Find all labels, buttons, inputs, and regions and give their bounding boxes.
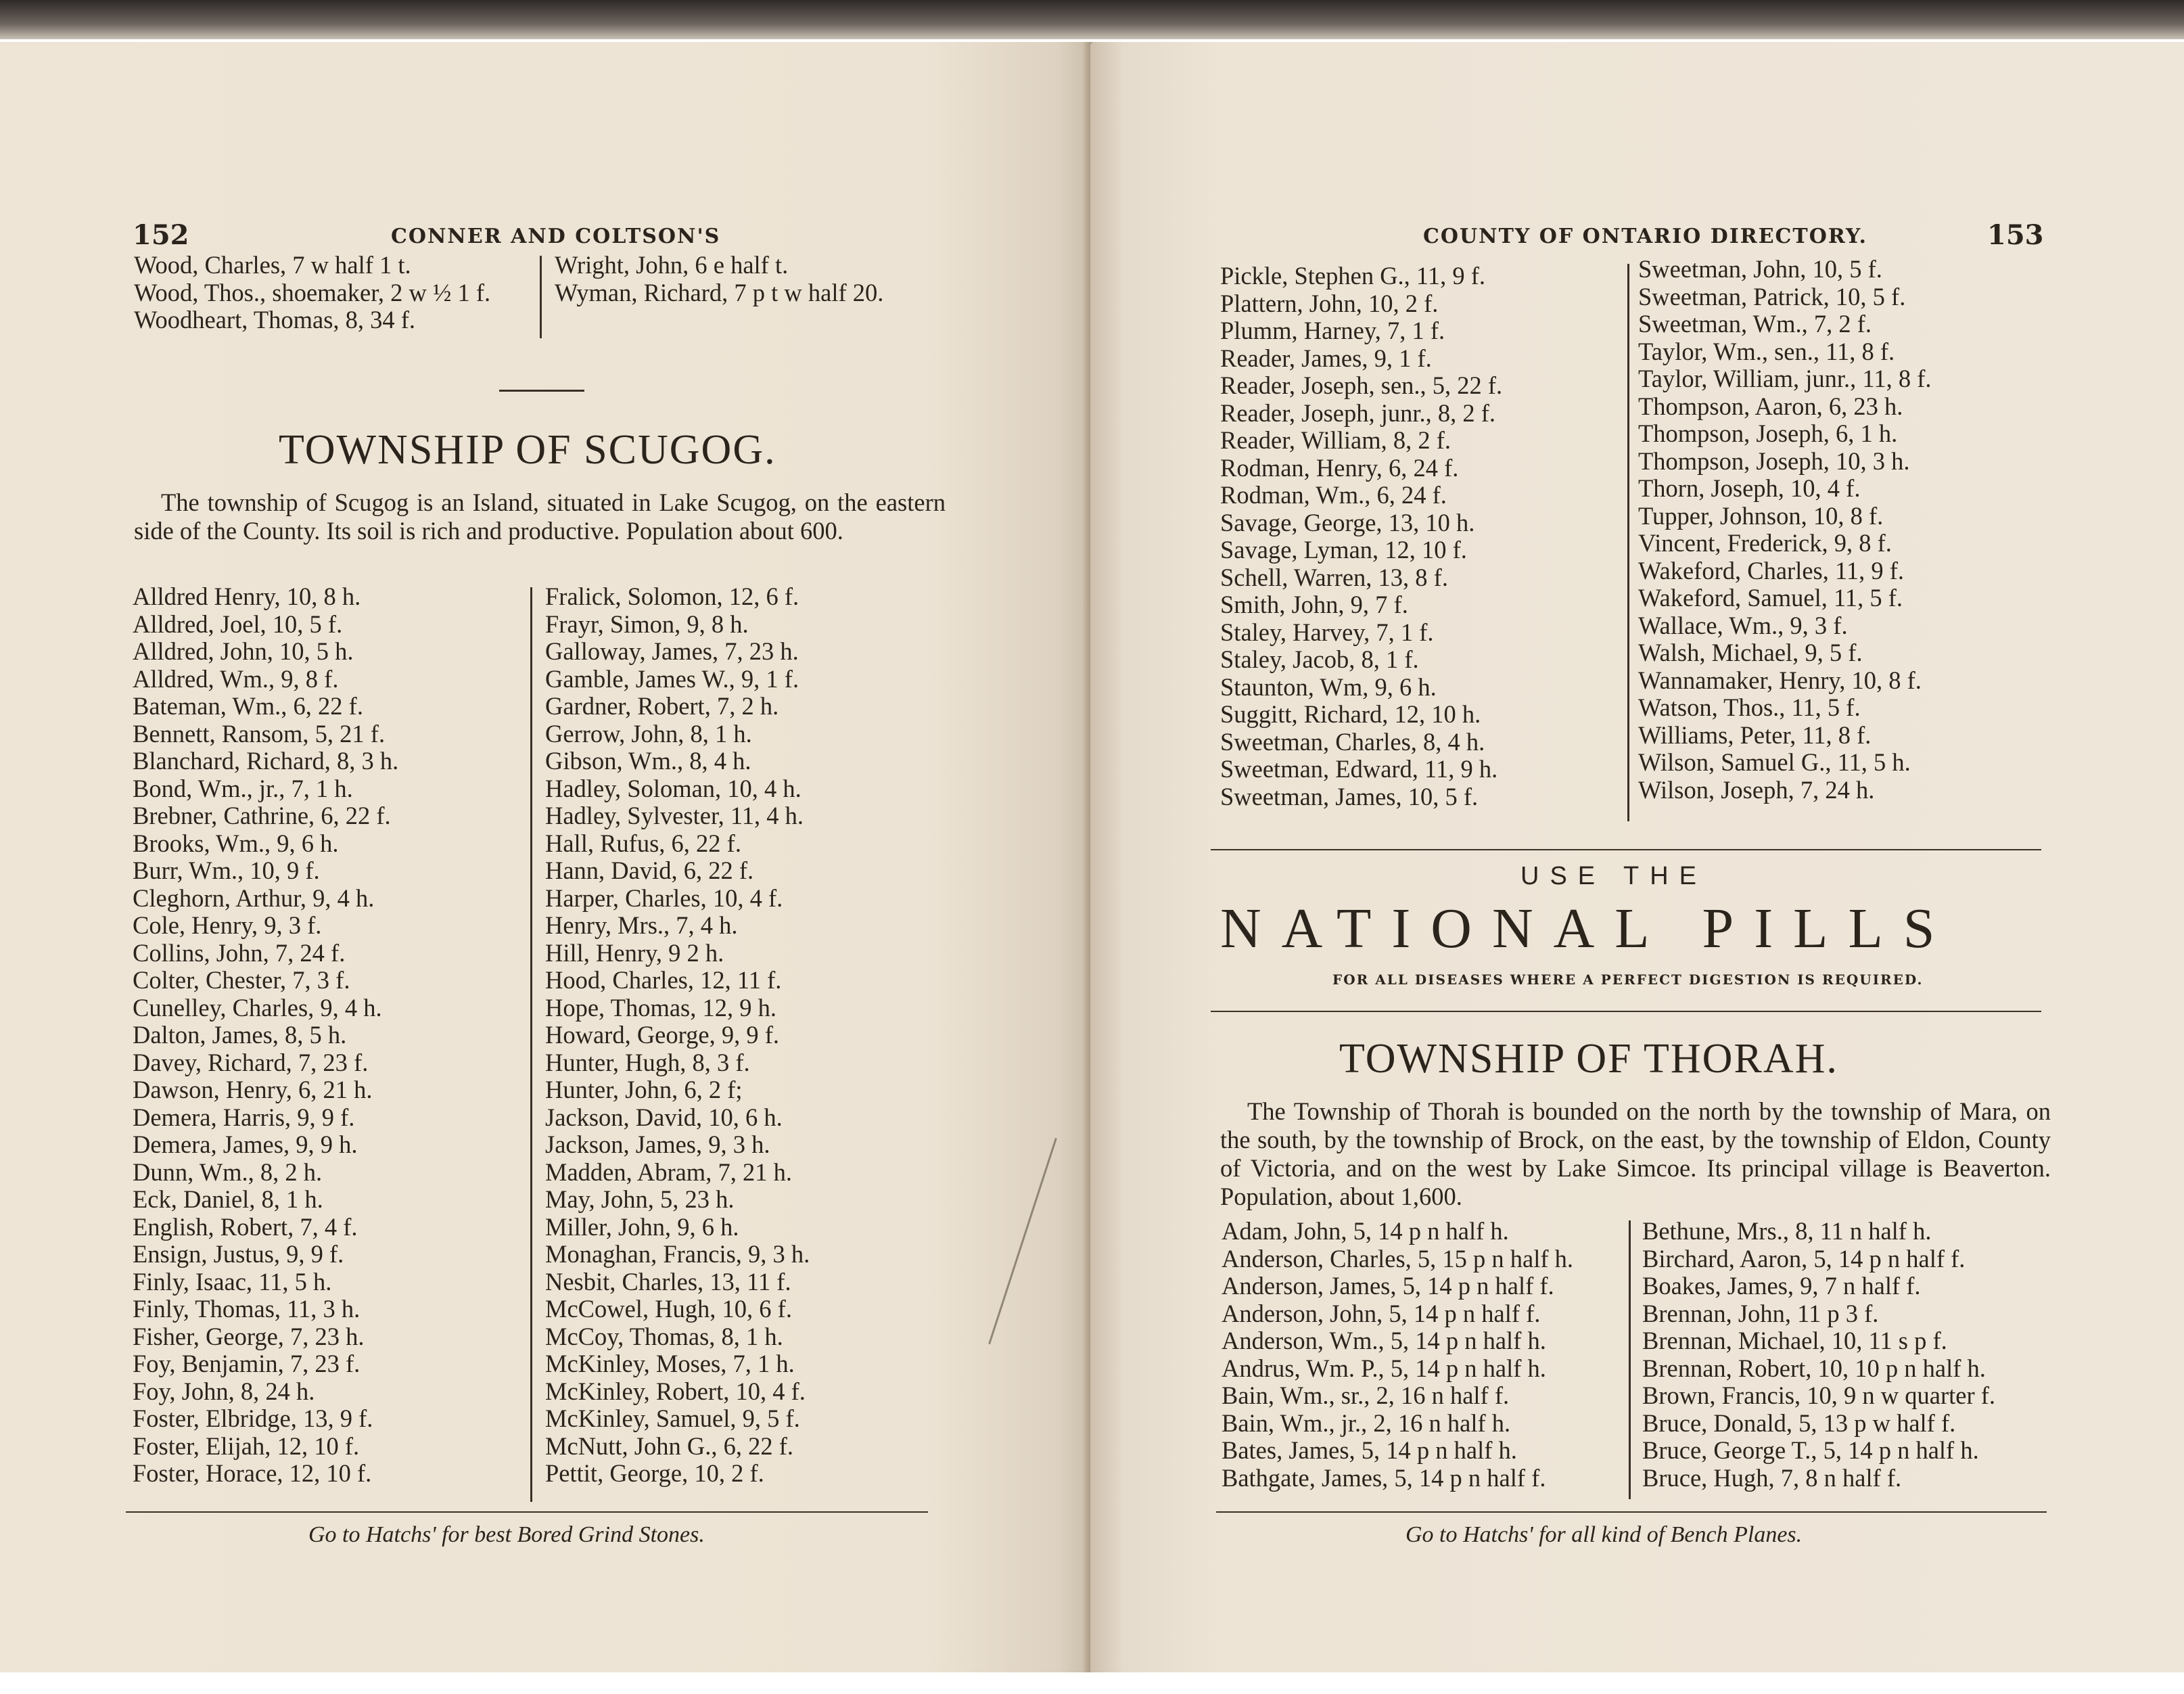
list-item: McKinley, Moses, 7, 1 h. bbox=[545, 1350, 795, 1377]
list-item: Dawson, Henry, 6, 21 h. bbox=[133, 1076, 373, 1103]
footer-advert: Go to Hatchs' for all kind of Bench Planes. bbox=[1405, 1522, 1803, 1547]
list-item: Anderson, James, 5, 14 p n half f. bbox=[1222, 1272, 1554, 1300]
list-item: Hadley, Sylvester, 11, 4 h. bbox=[545, 802, 804, 829]
advert-rule-bottom bbox=[1211, 1011, 2041, 1012]
list-item: Reader, William, 8, 2 f. bbox=[1220, 426, 1451, 454]
list-item: Adam, John, 5, 14 p n half h. bbox=[1222, 1217, 1509, 1245]
list-item: Sweetman, Charles, 8, 4 h. bbox=[1220, 727, 1485, 756]
list-item: Hood, Charles, 12, 11 f. bbox=[545, 966, 782, 994]
list-item: Pettit, George, 10, 2 f. bbox=[545, 1459, 764, 1487]
list-item: Wyman, Richard, 7 p t w half 20. bbox=[555, 278, 884, 306]
list-item: Foy, John, 8, 24 h. bbox=[133, 1377, 315, 1405]
list-item: Boakes, James, 9, 7 n half f. bbox=[1642, 1272, 1921, 1300]
list-item: McCowel, Hugh, 10, 6 f. bbox=[545, 1295, 792, 1323]
column-divider bbox=[1629, 1220, 1631, 1499]
advert-use-the: USE THE bbox=[1520, 862, 1708, 890]
list-item: Tupper, Johnson, 10, 8 f. bbox=[1638, 501, 1884, 530]
list-item: Fisher, George, 7, 23 h. bbox=[133, 1322, 365, 1350]
list-item: Gamble, James W., 9, 1 f. bbox=[545, 664, 799, 693]
name-list-right bbox=[1638, 256, 1931, 804]
page-number: 152 bbox=[133, 219, 189, 251]
list-item: English, Robert, 7, 4 f. bbox=[133, 1212, 358, 1241]
list-item: Dunn, Wm., 8, 2 h. bbox=[133, 1158, 323, 1186]
list-item: Watson, Thos., 11, 5 f. bbox=[1638, 693, 1861, 721]
list-item: Cleghorn, Arthur, 9, 4 h. bbox=[133, 884, 375, 912]
list-item: Nesbit, Charles, 13, 11 f. bbox=[545, 1267, 791, 1296]
list-item: Staunton, Wm, 9, 6 h. bbox=[1220, 672, 1437, 701]
name-list-right bbox=[545, 583, 810, 1488]
list-item: Fralick, Solomon, 12, 6 f. bbox=[545, 582, 799, 610]
list-item: Plumm, Harney, 7, 1 f. bbox=[1220, 317, 1445, 344]
list-item: Thompson, Joseph, 10, 3 h. bbox=[1638, 447, 1910, 475]
page-crease bbox=[988, 1138, 1057, 1344]
name-list-left bbox=[1220, 262, 1502, 810]
section-title: TOWNSHIP OF SCUGOG. bbox=[279, 427, 776, 473]
list-item: Ensign, Justus, 9, 9 f. bbox=[133, 1240, 344, 1268]
list-item: Wannamaker, Henry, 10, 8 f. bbox=[1638, 666, 1922, 694]
list-item: Woodheart, Thomas, 8, 34 f. bbox=[134, 306, 416, 334]
top-right-entries bbox=[555, 252, 883, 306]
list-item: Eck, Daniel, 8, 1 h. bbox=[133, 1185, 323, 1213]
list-item: McKinley, Samuel, 9, 5 f. bbox=[545, 1404, 800, 1432]
intro-paragraph: The Township of Thorah is bounded on the north by the township of Mara, on the south, by the township of Brock, on the east, by the township of Eldon, County of Victoria, and on the west by Lake Simcoe. Its principal village is Beaverton. Population, about 1,600. bbox=[1220, 1097, 2051, 1210]
list-item: Suggitt, Richard, 12, 10 h. bbox=[1220, 700, 1481, 728]
list-item: Thorn, Joseph, 10, 4 f. bbox=[1638, 474, 1861, 502]
list-item: Frayr, Simon, 9, 8 h. bbox=[545, 610, 749, 638]
list-item: Staley, Harvey, 7, 1 f. bbox=[1220, 618, 1434, 646]
list-item: Williams, Peter, 11, 8 f. bbox=[1638, 720, 1872, 749]
list-item: Demera, Harris, 9, 9 f. bbox=[133, 1103, 355, 1131]
list-item: Foster, Horace, 12, 10 f. bbox=[133, 1459, 372, 1487]
list-item: McNutt, John G., 6, 22 f. bbox=[545, 1432, 794, 1460]
list-item: Savage, Lyman, 12, 10 f. bbox=[1220, 536, 1467, 564]
list-item: Wood, Charles, 7 w half 1 t. bbox=[134, 251, 411, 279]
list-item: McCoy, Thomas, 8, 1 h. bbox=[545, 1322, 783, 1350]
list-item: Jackson, James, 9, 3 h. bbox=[545, 1130, 770, 1158]
list-item: Blanchard, Richard, 8, 3 h. bbox=[133, 747, 399, 775]
list-item: Vincent, Frederick, 9, 8 f. bbox=[1638, 529, 1892, 557]
list-item: Sweetman, Wm., 7, 2 f. bbox=[1638, 310, 1872, 338]
left-page bbox=[0, 42, 1090, 1672]
list-item: Sweetman, James, 10, 5 f. bbox=[1220, 782, 1479, 810]
list-item: Burr, Wm., 10, 9 f. bbox=[133, 856, 320, 884]
footer-rule bbox=[1216, 1511, 2047, 1513]
list-item: Brooks, Wm., 9, 6 h. bbox=[133, 829, 339, 857]
list-item: Savage, George, 13, 10 h. bbox=[1220, 508, 1475, 536]
section-divider bbox=[499, 390, 584, 392]
list-item: Andrus, Wm. P., 5, 14 p n half h. bbox=[1222, 1354, 1546, 1382]
list-item: Walsh, Michael, 9, 5 f. bbox=[1638, 639, 1863, 666]
list-item: Gerrow, John, 8, 1 h. bbox=[545, 719, 752, 748]
list-item: Bates, James, 5, 14 p n half h. bbox=[1222, 1436, 1517, 1464]
list-item: Bruce, George T., 5, 14 p n half h. bbox=[1642, 1436, 1979, 1464]
list-item: Demera, James, 9, 9 h. bbox=[133, 1130, 358, 1158]
section-title: TOWNSHIP OF THORAH. bbox=[1339, 1036, 1838, 1082]
list-item: Foy, Benjamin, 7, 23 f. bbox=[133, 1350, 361, 1377]
list-item: Pickle, Stephen G., 11, 9 f. bbox=[1220, 262, 1485, 290]
list-item: Sweetman, Patrick, 10, 5 f. bbox=[1638, 282, 1906, 311]
list-item: Foster, Elijah, 12, 10 f. bbox=[133, 1432, 360, 1460]
list-item: Jackson, David, 10, 6 h. bbox=[545, 1103, 783, 1131]
advert-subtitle: FOR ALL DISEASES WHERE A PERFECT DIGESTION IS REQUIRED. bbox=[1332, 971, 1924, 988]
list-item: Wallace, Wm., 9, 3 f. bbox=[1638, 611, 1848, 639]
list-item: Harper, Charles, 10, 4 f. bbox=[545, 884, 783, 912]
list-item: Galloway, James, 7, 23 h. bbox=[545, 637, 799, 665]
list-item: Alldred, John, 10, 5 h. bbox=[133, 637, 354, 665]
list-item: Birchard, Aaron, 5, 14 p n half f. bbox=[1642, 1244, 1966, 1273]
list-item: Bateman, Wm., 6, 22 f. bbox=[133, 692, 363, 720]
list-item: Thompson, Joseph, 6, 1 h. bbox=[1638, 419, 1898, 447]
list-item: Colter, Chester, 7, 3 f. bbox=[133, 966, 350, 994]
list-item: Wilson, Samuel G., 11, 5 h. bbox=[1638, 748, 1911, 776]
list-item: Anderson, Wm., 5, 14 p n half h. bbox=[1222, 1327, 1546, 1354]
list-item: Bennett, Ransom, 5, 21 f. bbox=[133, 719, 386, 748]
list-item: Wakeford, Samuel, 11, 5 f. bbox=[1638, 584, 1903, 612]
list-item: Davey, Richard, 7, 23 f. bbox=[133, 1048, 369, 1076]
list-item: Hann, David, 6, 22 f. bbox=[545, 856, 754, 884]
list-item: Smith, John, 9, 7 f. bbox=[1220, 591, 1408, 618]
list-item: Brennan, Robert, 10, 10 p n half h. bbox=[1642, 1354, 1986, 1382]
list-item: Miller, John, 9, 6 h. bbox=[545, 1212, 739, 1241]
list-item: Wakeford, Charles, 11, 9 f. bbox=[1638, 556, 1905, 585]
list-item: Taylor, William, junr., 11, 8 f. bbox=[1638, 365, 1932, 392]
list-item: Hall, Rufus, 6, 22 f. bbox=[545, 829, 741, 857]
column-divider bbox=[530, 587, 532, 1502]
list-item: Alldred, Joel, 10, 5 f. bbox=[133, 610, 343, 638]
open-book bbox=[0, 27, 2184, 1678]
name-list-2-right bbox=[1642, 1218, 1995, 1492]
list-item: Hunter, Hugh, 8, 3 f. bbox=[545, 1048, 750, 1076]
list-item: Hope, Thomas, 12, 9 h. bbox=[545, 993, 776, 1022]
list-item: Plattern, John, 10, 2 f. bbox=[1220, 289, 1439, 317]
list-item: Cunelley, Charles, 9, 4 h. bbox=[133, 993, 382, 1022]
list-item: Reader, Joseph, junr., 8, 2 f. bbox=[1220, 398, 1496, 427]
name-list-left bbox=[133, 583, 398, 1488]
list-item: Henry, Mrs., 7, 4 h. bbox=[545, 911, 738, 939]
list-item: Madden, Abram, 7, 21 h. bbox=[545, 1158, 792, 1186]
list-item: Alldred, Wm., 9, 8 f. bbox=[133, 664, 339, 693]
list-item: Hadley, Soloman, 10, 4 h. bbox=[545, 774, 801, 802]
list-item: Brown, Francis, 10, 9 n w quarter f. bbox=[1642, 1381, 1996, 1409]
list-item: Rodman, Henry, 6, 24 f. bbox=[1220, 453, 1459, 482]
list-item: Wood, Thos., shoemaker, 2 w ½ 1 f. bbox=[134, 278, 491, 306]
advert-rule-top bbox=[1211, 849, 2041, 850]
list-item: Gardner, Robert, 7, 2 h. bbox=[545, 692, 779, 720]
list-item: Dalton, James, 8, 5 h. bbox=[133, 1021, 347, 1049]
list-item: Bain, Wm., jr., 2, 16 n half h. bbox=[1222, 1409, 1511, 1437]
list-item: Wilson, Joseph, 7, 24 h. bbox=[1638, 775, 1875, 804]
intro-paragraph: The township of Scugog is an Island, situated in Lake Scugog, on the eastern side of the County. Its soil is rich and productive. Population about 600. bbox=[134, 488, 946, 545]
list-item: Reader, James, 9, 1 f. bbox=[1220, 344, 1432, 372]
list-item: Foster, Elbridge, 13, 9 f. bbox=[133, 1404, 373, 1432]
list-item: Bain, Wm., sr., 2, 16 n half f. bbox=[1222, 1381, 1510, 1409]
page-number: 153 bbox=[1987, 219, 2044, 251]
list-item: Sweetman, John, 10, 5 f. bbox=[1638, 255, 1882, 283]
list-item: Reader, Joseph, sen., 5, 22 f. bbox=[1220, 371, 1503, 399]
right-page bbox=[1090, 42, 2184, 1672]
list-item: Finly, Isaac, 11, 5 h. bbox=[133, 1267, 332, 1296]
list-item: Schell, Warren, 13, 8 f. bbox=[1220, 563, 1448, 591]
list-item: Finly, Thomas, 11, 3 h. bbox=[133, 1295, 361, 1323]
top-left-entries bbox=[134, 252, 490, 334]
list-item: Anderson, John, 5, 14 p n half f. bbox=[1222, 1299, 1541, 1327]
list-item: Taylor, Wm., sen., 11, 8 f. bbox=[1638, 337, 1895, 365]
list-item: Brennan, Michael, 10, 11 s p f. bbox=[1642, 1327, 1947, 1354]
list-item: Bathgate, James, 5, 14 p n half f. bbox=[1222, 1463, 1546, 1492]
list-item: Brebner, Cathrine, 6, 22 f. bbox=[133, 802, 391, 829]
list-item: May, John, 5, 23 h. bbox=[545, 1185, 735, 1213]
running-head: COUNTY OF ONTARIO DIRECTORY. bbox=[1423, 225, 1867, 248]
list-item: Gibson, Wm., 8, 4 h. bbox=[545, 747, 751, 775]
list-item: Bruce, Donald, 5, 13 p w half f. bbox=[1642, 1409, 1956, 1437]
footer-advert: Go to Hatchs' for best Bored Grind Stones. bbox=[308, 1522, 705, 1547]
list-item: Wright, John, 6 e half t. bbox=[555, 251, 789, 279]
list-item: Brennan, John, 11 p 3 f. bbox=[1642, 1299, 1879, 1327]
column-divider bbox=[1627, 264, 1629, 821]
list-item: Rodman, Wm., 6, 24 f. bbox=[1220, 481, 1447, 509]
list-item: Howard, George, 9, 9 f. bbox=[545, 1021, 779, 1049]
list-item: Sweetman, Edward, 11, 9 h. bbox=[1220, 755, 1498, 783]
column-divider bbox=[540, 256, 542, 338]
footer-rule bbox=[126, 1511, 928, 1513]
list-item: Cole, Henry, 9, 3 f. bbox=[133, 911, 322, 939]
list-item: Hunter, John, 6, 2 f; bbox=[545, 1076, 743, 1103]
list-item: Bruce, Hugh, 7, 8 n half f. bbox=[1642, 1463, 1902, 1492]
running-head: CONNER AND COLTSON'S bbox=[391, 225, 721, 248]
list-item: Monaghan, Francis, 9, 3 h. bbox=[545, 1240, 810, 1268]
name-list-2-left bbox=[1222, 1218, 1573, 1492]
list-item: Bond, Wm., jr., 7, 1 h. bbox=[133, 774, 353, 802]
list-item: Hill, Henry, 9 2 h. bbox=[545, 938, 724, 967]
list-item: Bethune, Mrs., 8, 11 n half h. bbox=[1642, 1217, 1932, 1245]
list-item: McKinley, Robert, 10, 4 f. bbox=[545, 1377, 806, 1405]
list-item: Staley, Jacob, 8, 1 f. bbox=[1220, 645, 1419, 673]
list-item: Anderson, Charles, 5, 15 p n half h. bbox=[1222, 1244, 1574, 1273]
advert-national-pills: NATIONAL PILLS bbox=[1220, 897, 1955, 960]
list-item: Thompson, Aaron, 6, 23 h. bbox=[1638, 392, 1903, 420]
list-item: Collins, John, 7, 24 f. bbox=[133, 938, 346, 967]
list-item: Alldred Henry, 10, 8 h. bbox=[133, 582, 361, 610]
